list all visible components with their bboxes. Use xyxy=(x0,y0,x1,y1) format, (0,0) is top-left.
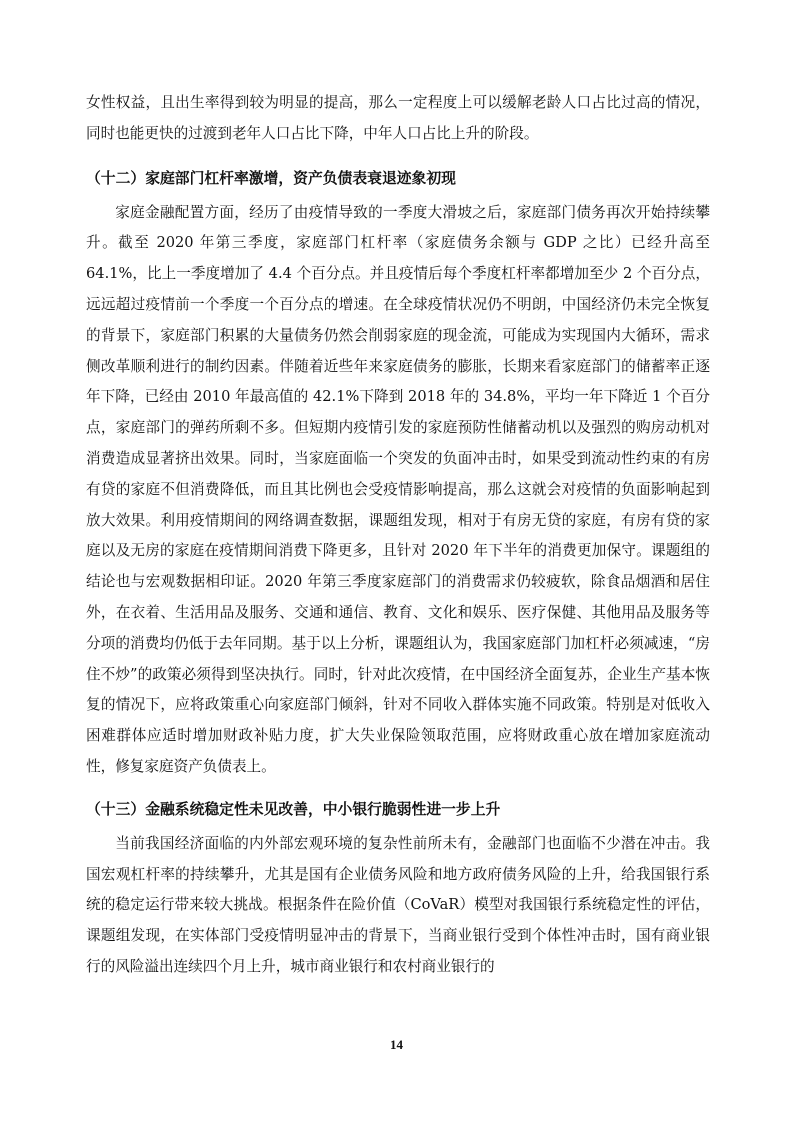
section-heading-12: （十二）家庭部门杠杆率激增，资产负债表衰退迹象初现 xyxy=(86,169,456,187)
paragraph-household-finance: 家庭金融配置方面，经历了由疫情导致的一季度大滑坡之后，家庭部门债务再次开始持续攀升。截至 2020 年第三季度，家庭部门杠杆率（家庭债务余额与 GDP 之比）已经升高至 64.1%，比上一季度增加了 4.4 个百分点。并且疫情后每个季度杠杆率都增加至少 2 个百分点，远远超过疫情前一个季度一个百分点的增速。在全球疫情状况仍不明朗，中国经济仍未完全恢复的背景下，家庭部门积累的大量债务仍然会削弱家庭的现金流，可能成为实现国内大循环，需求侧改革顺利进行的制约因素。伴随着近些年来家庭债务的膨胀，长期来看家庭部门的储蓄率正逐年下降，已经由 2010 年最高值的 42.1%下降到 2018 年的 34.8%，平均一年下降近 1 个百分点，家庭部门的弹药所剩不多。但短期内疫情引发的家庭预防性储蓄动机以及强烈的购房动机对消费造成显著挤出效果。同时，当家庭面临一个突发的负面冲击时，如果受到流动性约束的有房有贷的家庭不但消费降低，而且其比例也会受疫情影响提高，那么这就会对疫情的负面影响起到放大效果。利用疫情期间的网络调查数据，课题组发现，相对于有房无贷的家庭，有房有贷的家庭以及无房的家庭在疫情期间消费下降更多，且针对 2020 年下半年的消费更加保守。课题组的结论也与宏观数据相印证。2020 年第三季度家庭部门的消费需求仍较疲软，除食品烟酒和居住外，在衣着、生活用品及服务、交通和通信、教育、文化和娱乐、医疗保健、其他用品及服务等分项的消费均仍低于去年同期。基于以上分析，课题组认为，我国家庭部门加杠杆必须减速，“房住不炒”的政策必须得到坚决执行。同时，针对此次疫情，在中国经济全面复苏，企业生产基本恢复的情况下，应将政策重心向家庭部门倾斜，针对不同收入群体实施不同政策。特别是对低收入困难群体应适时增加财政补贴力度，扩大失业保险领取范围，应将财政重心放在增加家庭流动性，修复家庭资产负债表上。 xyxy=(86,203,710,775)
section-heading-13: （十三）金融系统稳定性未见改善，中小银行脆弱性进一步上升 xyxy=(86,800,501,818)
paragraph-financial-stability: 当前我国经济面临的内外部宏观环境的复杂性前所未有，金融部门也面临不少潜在冲击。我国宏观杠杆率的持续攀升，尤其是国有企业债务风险和地方政府债务风险的上升，给我国银行系统的稳定运行带来较大挑战。根据条件在险价值（CoVaR）模型对我国银行系统稳定性的评估，课题组发现，在实体部门受疫情明显冲击的背景下，当商业银行受到个体性冲击时，国有商业银行的风险溢出连续四个月上升，城市商业银行和农村商业银行的 xyxy=(86,834,710,975)
paragraph-continuation: 女性权益，且出生率得到较为明显的提高，那么一定程度上可以缓解老龄人口占比过高的情况，同时也能更快的过渡到老年人口占比下降，中年人口占比上升的阶段。 xyxy=(86,94,710,142)
document-body xyxy=(86,88,710,983)
page-number: 14 xyxy=(390,1037,403,1052)
